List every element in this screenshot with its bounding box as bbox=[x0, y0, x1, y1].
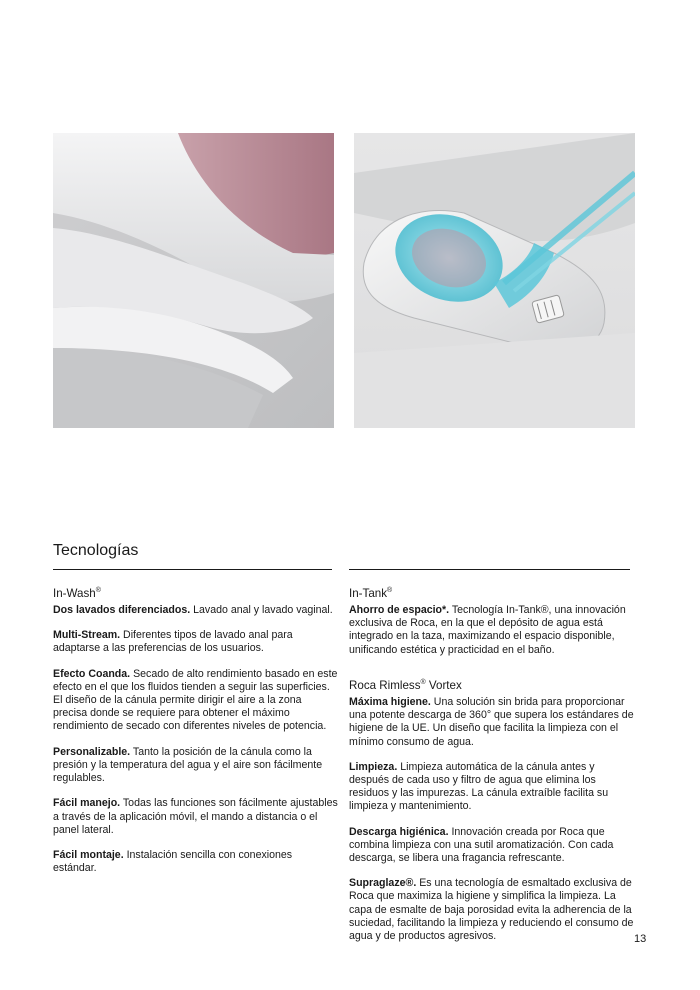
rimless-vortex-heading: Roca Rimless® Vortex bbox=[349, 678, 462, 692]
in-wash-heading: In-Wash® bbox=[53, 586, 101, 600]
page-number: 13 bbox=[634, 933, 647, 945]
feature-item: Multi-Stream. Diferentes tipos de lavado anal para adaptarse a las preferencias de los usuarios. bbox=[53, 629, 293, 655]
feature-item: Limpieza. Limpieza automática de la cánula antes y después de cada uso y filtro de agua que elimina los residuos y las impurezas. La cánula extraíble facilita su limpieza y mantenimiento. bbox=[349, 760, 609, 813]
feature-item: Descarga higiénica. Innovación creada por Roca que combina limpieza con una sutil aromatización. Con cada descarga, se libera una fragancia refrescante. bbox=[349, 825, 614, 864]
feature-item: Dos lavados diferenciados. Lavado anal y lavado vaginal. bbox=[53, 604, 333, 617]
divider-left bbox=[53, 569, 332, 570]
feature-item: Personalizable. Tanto la posición de la cánula como la presión y la temperatura del agua y el aire son fácilmente regulables. bbox=[53, 745, 323, 785]
feature-item: Ahorro de espacio*. Tecnología In-Tank®, una innovación exclusiva de Roca, en la que el depósito de agua está integrado en la taza, maximizando el espacio disponible, unificando estética y practicidad en el baño. bbox=[349, 604, 626, 656]
feature-item: Supraglaze®. Es una tecnología de esmaltado exclusiva de Roca que maximiza la higiene y simplifica la limpieza. La capa de esmalte de baja porosidad evita la adherencia de la suciedad, facilitando la limpieza y reduciendo el consumo de agua y de productos agresivos. bbox=[349, 877, 634, 942]
section-title: Tecnologías bbox=[53, 542, 139, 559]
product-photo-seat bbox=[53, 133, 334, 428]
in-wash-column bbox=[53, 584, 338, 887]
divider-right bbox=[349, 569, 630, 570]
product-photo-cannula bbox=[354, 133, 635, 428]
feature-item: Fácil manejo. Todas las funciones son fácilmente ajustables a través de la aplicación móvil, el mando a distancia o el panel lateral. bbox=[53, 797, 338, 836]
feature-item: Efecto Coanda. Secado de alto rendimiento basado en este efecto en el que los fluidos tienden a seguir las superficies. El diseño de la cánula permite dirigir el aire a la zona precisa donde se requiere para obtener el máximo rendimiento de secado con diferentes niveles de potencia. bbox=[53, 667, 338, 733]
right-column bbox=[349, 584, 634, 955]
feature-item: Máxima higiene. Una solución sin brida para proporcionar una potente descarga de 360° que supera los estándares de higiene de la UE. Un diseño que facilita la limpieza con el mínimo consumo de agua. bbox=[349, 695, 634, 748]
feature-item: Fácil montaje. Instalación sencilla con conexiones estándar. bbox=[53, 848, 293, 875]
in-tank-heading: In-Tank® bbox=[349, 586, 393, 600]
